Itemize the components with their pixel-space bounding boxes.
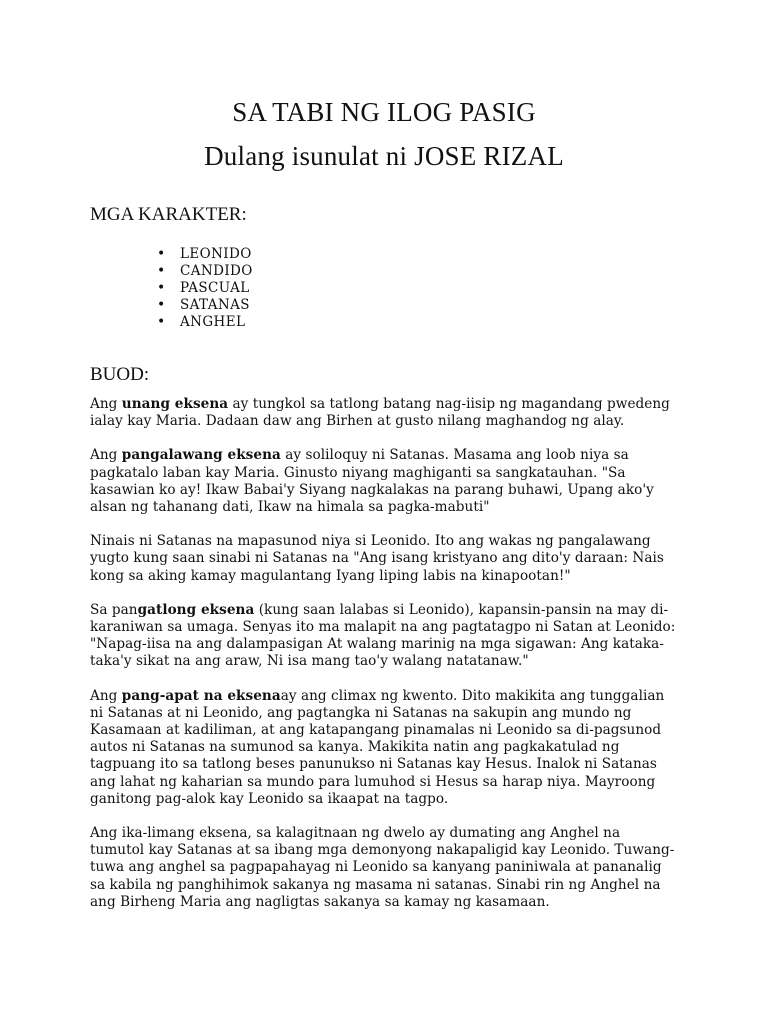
character-item: • CANDIDO [157,263,678,280]
paragraph-text: Ang [90,396,122,412]
paragraph-text: Ninais ni Satanas na mapasunod niya si Leonido. Ito ang wakas ng pangalawang yugto kung saan sinabi ni Satanas na "Ang isang kristyano ang dito'y daraan: Nais kong sa aking kamay magulantang Iyang liping labis na kinapootan!" [90,533,664,584]
paragraph-text: ay soliloquy ni Satanas. Masama ang loob niya sa pagkatalo laban kay Maria. Ginusto niyang maghiganti sa sangkatauhan. "Sa kasawian ko ay! Ikaw Babai'y Siyang nagkalakas na parang buhawi, Upang ako'y alsan ng tahanang dati, Ikaw na himala sa pagka-mabuti" [90,447,654,516]
character-list [90,246,678,331]
paragraph-text: Ang [90,447,122,464]
paragraph-text: Sa pan [90,601,138,618]
paragraph-text: ay ang climax ng kwento. Dito makikita ang tunggalian ni Satanas at ni Leonido, ang pagtangka ni Satanas na sakupin ang mundo ng Kasamaan at kadiliman, at ang katapangang pinamalas ni Leonido sa di-pagsunod autos ni Satanas na sumunod sa kanya. Makikita natin ang pagkakatulad ng tagpuang ito sa tatlong beses panunukso ni Satanas kay Hesus. Inalok ni Satanas ang lahat ng kaharian sa mundo para lumuhod si Hesus sa harap niya. Mayroong ganitong pag-alok kay Leonido sa ikaapat na tagpo. [90,687,665,807]
character-item: • LEONIDO [157,246,678,263]
scene-label: unang eksena [121,396,229,412]
document-title: SA TABI NG ILOG PASIG [232,97,536,127]
summary-paragraph-5 [90,688,678,808]
summary-paragraph-3 [90,533,678,585]
summary-heading: BUOD: [90,364,150,385]
summary-paragraph-2 [90,447,678,516]
scene-label: pang-apat na eksena [121,687,281,704]
character-item: • SATANAS [157,297,678,314]
character-item: • PASCUAL [157,280,678,297]
scene-label: pangalawang eksena [121,447,281,464]
scene-label: gatlong eksena [137,601,255,618]
paragraph-text: (kung saan lalabas si Leonido), kapansin-pansin na may di-karaniwan sa umaga. Senyas ito ma malapit na ang pagtatagpo ni Satan at Leonido: "Napag-iisa na ang dalampasigan At walang marinig na mga sigawan: Ang kataka-taka'y sikat na ang araw, Ni isa mang tao'y walang natatanaw." [90,601,676,670]
paragraph-text: ay tungkol sa tatlong batang nag-iisip ng magandang pwedeng ialay kay Maria. Dadaan daw ang Birhen at gusto nilang maghandog ng alay. [90,396,670,430]
summary-paragraph-1 [90,396,678,430]
document-subtitle: Dulang isunulat ni JOSE RIZAL [204,141,564,171]
paragraph-text: Ang [90,687,122,704]
summary-paragraph-6 [90,825,678,911]
character-item: • ANGHEL [157,314,678,331]
summary-paragraph-4 [90,602,678,671]
paragraph-text: Ang ika-limang eksena, sa kalagitnaan ng dwelo ay dumating ang Anghel na tumutol kay Satanas at sa ibang mga demonyong nakapaligid kay Leonido. Tuwang-tuwa ang anghel sa pagpapahayag ni Leonido sa kanyang paniniwala at pananalig sa kabila ng panghihimok sakanya ng masama ni satanas. Sinabi rin ng Anghel na ang Birheng Maria ang nagligtas sakanya sa kamay ng kasamaan. [90,825,675,910]
characters-heading: MGA KARAKTER: [90,204,247,225]
